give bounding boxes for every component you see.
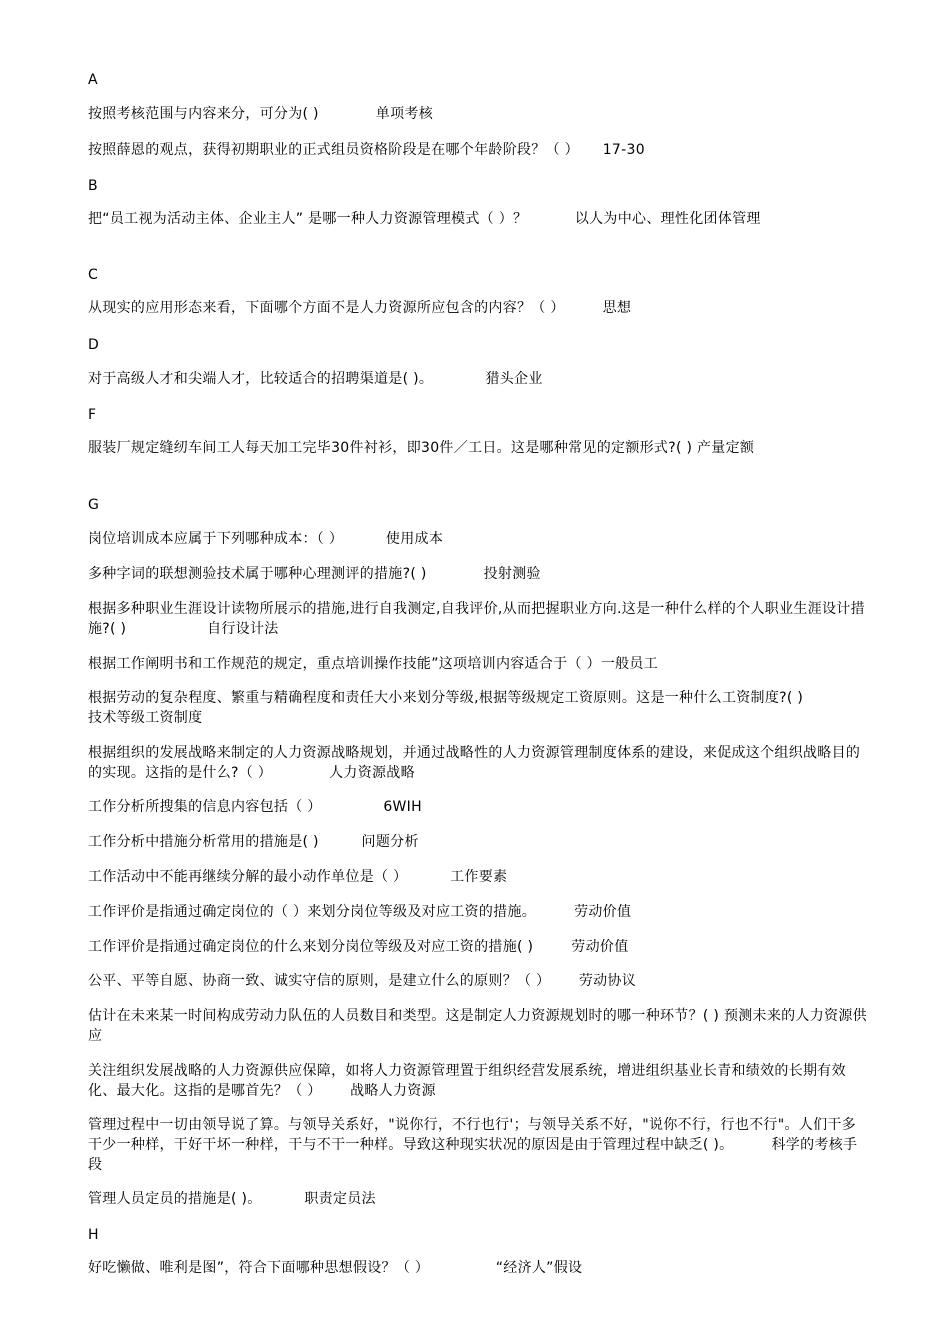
answer-gap — [322, 1083, 351, 1099]
answer-text: 一般员工 — [600, 656, 659, 672]
question-text: 工作评价是指通过确定岗位的（ ）来划分岗位等级及对应工资的措施。 — [88, 904, 537, 920]
section-letter: F — [88, 407, 97, 423]
answer-gap — [803, 690, 870, 706]
question-text: 按照考核范围与内容来分，可分为( ) — [88, 106, 319, 122]
answer-gap — [429, 1260, 496, 1276]
answer-text: 职责定员法 — [304, 1191, 376, 1207]
question-text: 根据劳动的复杂程度、繁重与精确程度和责任大小来划分等级,根据等级规定工资原则。这是一种什么工资制度?( ) — [88, 690, 804, 706]
question-line — [88, 564, 868, 584]
section-letter: D — [88, 337, 99, 353]
question-line — [88, 140, 868, 160]
answer-text: 以人为中心、理性化团体管理 — [574, 211, 761, 227]
question-line — [88, 797, 868, 817]
question-text: 根据工作阐明书和工作规范的规定，重点培训操作技能”这项培训内容适合于（ ） — [88, 656, 601, 672]
answer-gap — [527, 211, 575, 227]
section-letter: G — [88, 497, 99, 513]
answer-gap — [262, 1191, 305, 1207]
question-text: 工作分析中措施分析常用的措施是( ) — [88, 834, 319, 850]
question-text: 根据组织的发展战略来制定的人力资源战略规划，并通过战略性的人力资源管理制度体系的建设，来促成这个组织战略目的的实现。这指的是什么?（ ） — [88, 745, 861, 781]
answer-text: 工作要素 — [450, 869, 508, 885]
answer-gap — [272, 765, 329, 781]
answer-text: 自行设计法 — [207, 621, 279, 637]
question-text: 对于高级人才和尖端人才，比较适合的招聘渠道是( )。 — [88, 371, 434, 387]
answer-text: 使用成本 — [385, 531, 444, 547]
question-line — [88, 867, 868, 887]
answer-text: 单项考核 — [375, 106, 433, 122]
answer-text: 科学的考核手段 — [88, 1137, 858, 1173]
section-letter: B — [88, 178, 98, 194]
answer-gap — [407, 869, 450, 885]
question-text: 工作活动中不能再继续分解的最小动作单位是（ ） — [88, 869, 408, 885]
question-text: 岗位培训成本应属于下列哪种成本：（ ） — [88, 531, 344, 547]
answer-gap — [550, 973, 579, 989]
question-line — [88, 832, 868, 852]
answer-gap — [533, 939, 571, 955]
question-text: 工作评价是指通过确定岗位的什么来划分岗位等级及对应工资的措施( ) — [88, 939, 534, 955]
answer-text: 17-30 — [602, 142, 645, 158]
question-text: 关注组织发展战略的人力资源供应保障，如将人力资源管理置于组织经营发展系统，增进组织基业长青和绩效的长期有效化、最大化。这指的是哪首先？（ ） — [88, 1063, 846, 1099]
question-line — [88, 654, 868, 674]
question-text: 多种字词的联想测验技术属于哪种心理测评的措施?( ) — [88, 566, 427, 582]
answer-gap — [126, 621, 207, 637]
question-line — [88, 1061, 868, 1101]
question-text: 服装厂规定缝纫车间工人每天加工完毕30件衬衫，即30件／工日。这是哪种常见的定额形式?( ) — [88, 440, 693, 456]
question-line — [88, 104, 868, 124]
section-letter: H — [88, 1227, 99, 1243]
answer-gap — [319, 106, 376, 122]
question-line — [88, 688, 868, 728]
answer-text: 猎头企业 — [485, 371, 543, 387]
question-line — [88, 1258, 868, 1278]
answer-text: 劳动价值 — [574, 904, 632, 920]
question-line — [88, 599, 868, 639]
section-letter: C — [88, 267, 98, 283]
answer-gap — [319, 834, 362, 850]
question-text: 把“员工视为活动主体、企业主人” 是哪一种人力资源管理模式（ ）？ — [88, 211, 528, 227]
answer-gap — [579, 142, 603, 158]
answer-text: 产量定额 — [697, 440, 755, 456]
question-text: 估计在未来某一时间构成劳动力队伍的人员数目和类型。这是制定人力资源规划时的哪一种环节？( ) — [88, 1008, 720, 1024]
answer-text: 劳动协议 — [578, 973, 637, 989]
question-line — [88, 438, 868, 458]
question-line — [88, 209, 868, 229]
question-text: 公平、平等自愿、协商一致、诚实守信的原则，是建立什么的原则？（ ） — [88, 973, 551, 989]
answer-gap — [427, 566, 484, 582]
question-text: 好吃懒做、唯利是图”，符合下面哪种思想假设？（ ） — [88, 1260, 430, 1276]
question-line — [88, 937, 868, 957]
answer-gap — [536, 904, 574, 920]
answer-text: 技术等级工资制度 — [88, 710, 203, 726]
question-line — [88, 369, 868, 389]
question-line — [88, 743, 868, 783]
question-text: 从现实的应用形态来看，下面哪个方面不是人力资源所应包含的内容？（ ） — [88, 300, 565, 316]
question-text: 根据多种职业生涯设计读物所展示的措施,进行自我测定,自我评价,从而把握职业方向.这是一种什么样的个人职业生涯设计措施?( ) — [88, 601, 865, 637]
answer-text: 战略人力资源 — [350, 1083, 436, 1099]
answer-gap — [322, 799, 384, 815]
question-text: 按照薛恩的观点，获得初期职业的正式组员资格阶段是在哪个年龄阶段？（ ） — [88, 142, 579, 158]
question-text: 管理人员定员的措施是( )。 — [88, 1191, 262, 1207]
answer-text: 思想 — [602, 300, 632, 316]
answer-text: 投射测验 — [483, 566, 541, 582]
question-line — [88, 1115, 868, 1175]
question-text: 管理过程中一切由领导说了算。与领导关系好，"说你行，不行也行'；与领导关系不好，"说你不行，行也不行"。人们干多干少一种样，干好干坏一种样，干与不干一种样。导致这种现实状况的原因是由于管理过程中缺乏( )。 — [88, 1117, 856, 1153]
question-line — [88, 902, 868, 922]
answer-text: 6WIH — [383, 799, 422, 815]
answer-text: 人力资源战略 — [329, 765, 415, 781]
question-line — [88, 1006, 868, 1046]
answer-text: “经济人”假设 — [495, 1260, 583, 1276]
question-line — [88, 529, 868, 549]
answer-text: 劳动价值 — [571, 939, 629, 955]
answer-text: 问题分析 — [361, 834, 419, 850]
question-line — [88, 298, 868, 318]
section-letter: A — [88, 72, 98, 88]
answer-gap — [343, 531, 386, 547]
question-line — [88, 1189, 868, 1209]
question-text: 工作分析所搜集的信息内容包括（ ） — [88, 799, 322, 815]
answer-gap — [565, 300, 603, 316]
answer-gap — [733, 1137, 771, 1153]
question-line — [88, 971, 868, 991]
answer-gap — [433, 371, 485, 387]
answer-text: 预测未来的人力资源供应 — [88, 1008, 867, 1044]
